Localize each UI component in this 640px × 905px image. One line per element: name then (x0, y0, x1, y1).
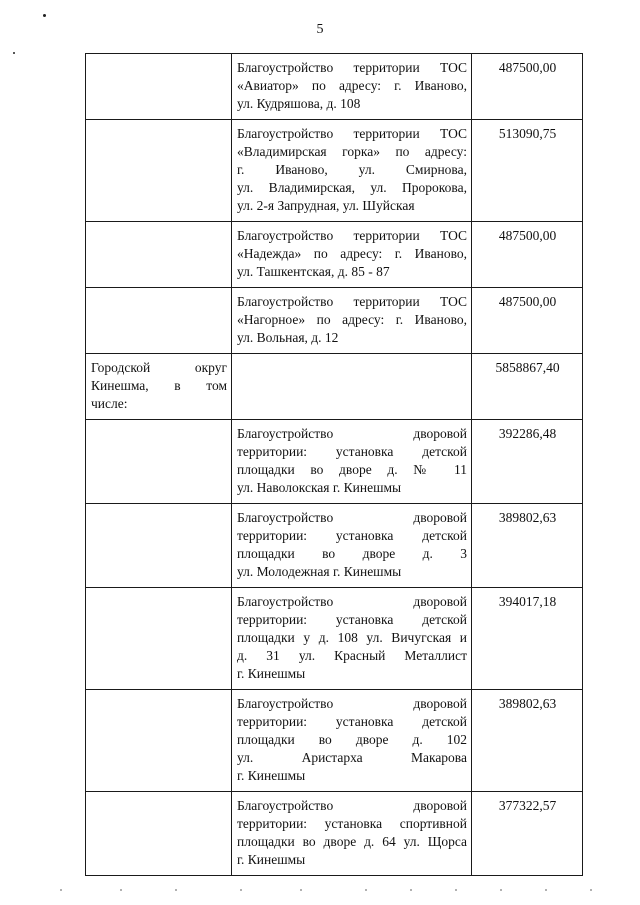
purpose-line: г. Кинешмы (237, 852, 306, 867)
purpose-line: д. 31 ул. Красный Металлист (237, 648, 467, 663)
purpose-line: территории: установка детской (237, 444, 467, 459)
table-row (86, 222, 583, 288)
amount-cell: 5858867,40 (472, 354, 583, 420)
purpose-line: площадки во дворе д. 64 ул. Щорса (237, 834, 467, 849)
purpose-line: территории: установка спортивной (237, 816, 467, 831)
recipient-line: Городской округ (91, 360, 227, 375)
purpose-line: территории: установка детской (237, 612, 467, 627)
amount-cell: 377322,57 (472, 792, 583, 876)
table-row (86, 690, 583, 792)
purpose-cell (232, 690, 472, 792)
table-row (86, 588, 583, 690)
purpose-line: «Авиатор» по адресу: г. Иваново, (237, 78, 467, 93)
amount-cell: 487500,00 (472, 222, 583, 288)
amount-cell: 389802,63 (472, 504, 583, 588)
amount-cell: 394017,18 (472, 588, 583, 690)
table-body (86, 54, 583, 876)
purpose-line: Благоустройство дворовой (237, 696, 467, 711)
purpose-line: Благоустройство дворовой (237, 594, 467, 609)
purpose-line: Благоустройство территории ТОС (237, 60, 467, 75)
purpose-line: ул. Молодежная г. Кинешмы (237, 564, 402, 579)
amount-cell: 513090,75 (472, 120, 583, 222)
purpose-cell (232, 504, 472, 588)
purpose-line: ул. Наволокская г. Кинешмы (237, 480, 402, 495)
purpose-line: площадки во дворе д. № 11 (237, 462, 467, 477)
recipient-cell (86, 588, 232, 690)
purpose-line: г. Иваново, ул. Смирнова, (237, 162, 467, 177)
purpose-line: площадки у д. 108 ул. Вичугская и (237, 630, 467, 645)
purpose-line: Благоустройство дворовой (237, 798, 467, 813)
table-row (86, 792, 583, 876)
purpose-line: Благоустройство дворовой (237, 510, 467, 525)
purpose-line: территории: установка детской (237, 528, 467, 543)
amount-cell: 392286,48 (472, 420, 583, 504)
scan-speck (43, 14, 46, 17)
recipient-cell (86, 54, 232, 120)
purpose-line: территории: установка детской (237, 714, 467, 729)
recipient-line: числе: (91, 396, 128, 411)
purpose-line: Благоустройство дворовой (237, 426, 467, 441)
amount-cell: 487500,00 (472, 288, 583, 354)
purpose-cell (232, 288, 472, 354)
table-row (86, 54, 583, 120)
amount-cell: 389802,63 (472, 690, 583, 792)
purpose-line: ул. Кудряшова, д. 108 (237, 96, 361, 111)
purpose-cell (232, 120, 472, 222)
grant-table (85, 53, 583, 876)
purpose-line: площадки во дворе д. 3 (237, 546, 467, 561)
purpose-line: г. Кинешмы (237, 768, 306, 783)
recipient-cell (86, 288, 232, 354)
purpose-cell (232, 222, 472, 288)
purpose-line: ул. Владимирская, ул. Пророкова, (237, 180, 467, 195)
purpose-line: Благоустройство территории ТОС (237, 228, 467, 243)
scan-artifacts (0, 889, 640, 895)
table-row (86, 420, 583, 504)
purpose-line: Благоустройство территории ТОС (237, 126, 467, 141)
purpose-line: «Владимирская горка» по адресу: (237, 144, 467, 159)
recipient-line: Кинешма, в том (91, 378, 227, 393)
purpose-line: Благоустройство территории ТОС (237, 294, 467, 309)
purpose-cell (232, 588, 472, 690)
recipient-cell (86, 354, 232, 420)
recipient-cell (86, 792, 232, 876)
table-row (86, 120, 583, 222)
purpose-cell (232, 420, 472, 504)
recipient-cell (86, 420, 232, 504)
recipient-cell (86, 222, 232, 288)
purpose-line: «Нагорное» по адресу: г. Иваново, (237, 312, 467, 327)
scan-speck (13, 52, 15, 54)
purpose-line: ул. Вольная, д. 12 (237, 330, 339, 345)
purpose-line: г. Кинешмы (237, 666, 306, 681)
amount-cell: 487500,00 (472, 54, 583, 120)
table-row (86, 288, 583, 354)
purpose-cell (232, 54, 472, 120)
recipient-cell (86, 690, 232, 792)
table-row (86, 504, 583, 588)
page-number: 5 (316, 22, 324, 37)
table-row (86, 354, 583, 420)
purpose-line: ул. Ташкентская, д. 85 - 87 (237, 264, 390, 279)
purpose-cell (232, 792, 472, 876)
purpose-cell (232, 354, 472, 420)
recipient-cell (86, 504, 232, 588)
purpose-line: ул. 2-я Запрудная, ул. Шуйская (237, 198, 415, 213)
purpose-line: «Надежда» по адресу: г. Иваново, (237, 246, 467, 261)
purpose-line: ул. Аристарха Макарова (237, 750, 467, 765)
recipient-cell (86, 120, 232, 222)
purpose-line: площадки во дворе д. 102 (237, 732, 467, 747)
